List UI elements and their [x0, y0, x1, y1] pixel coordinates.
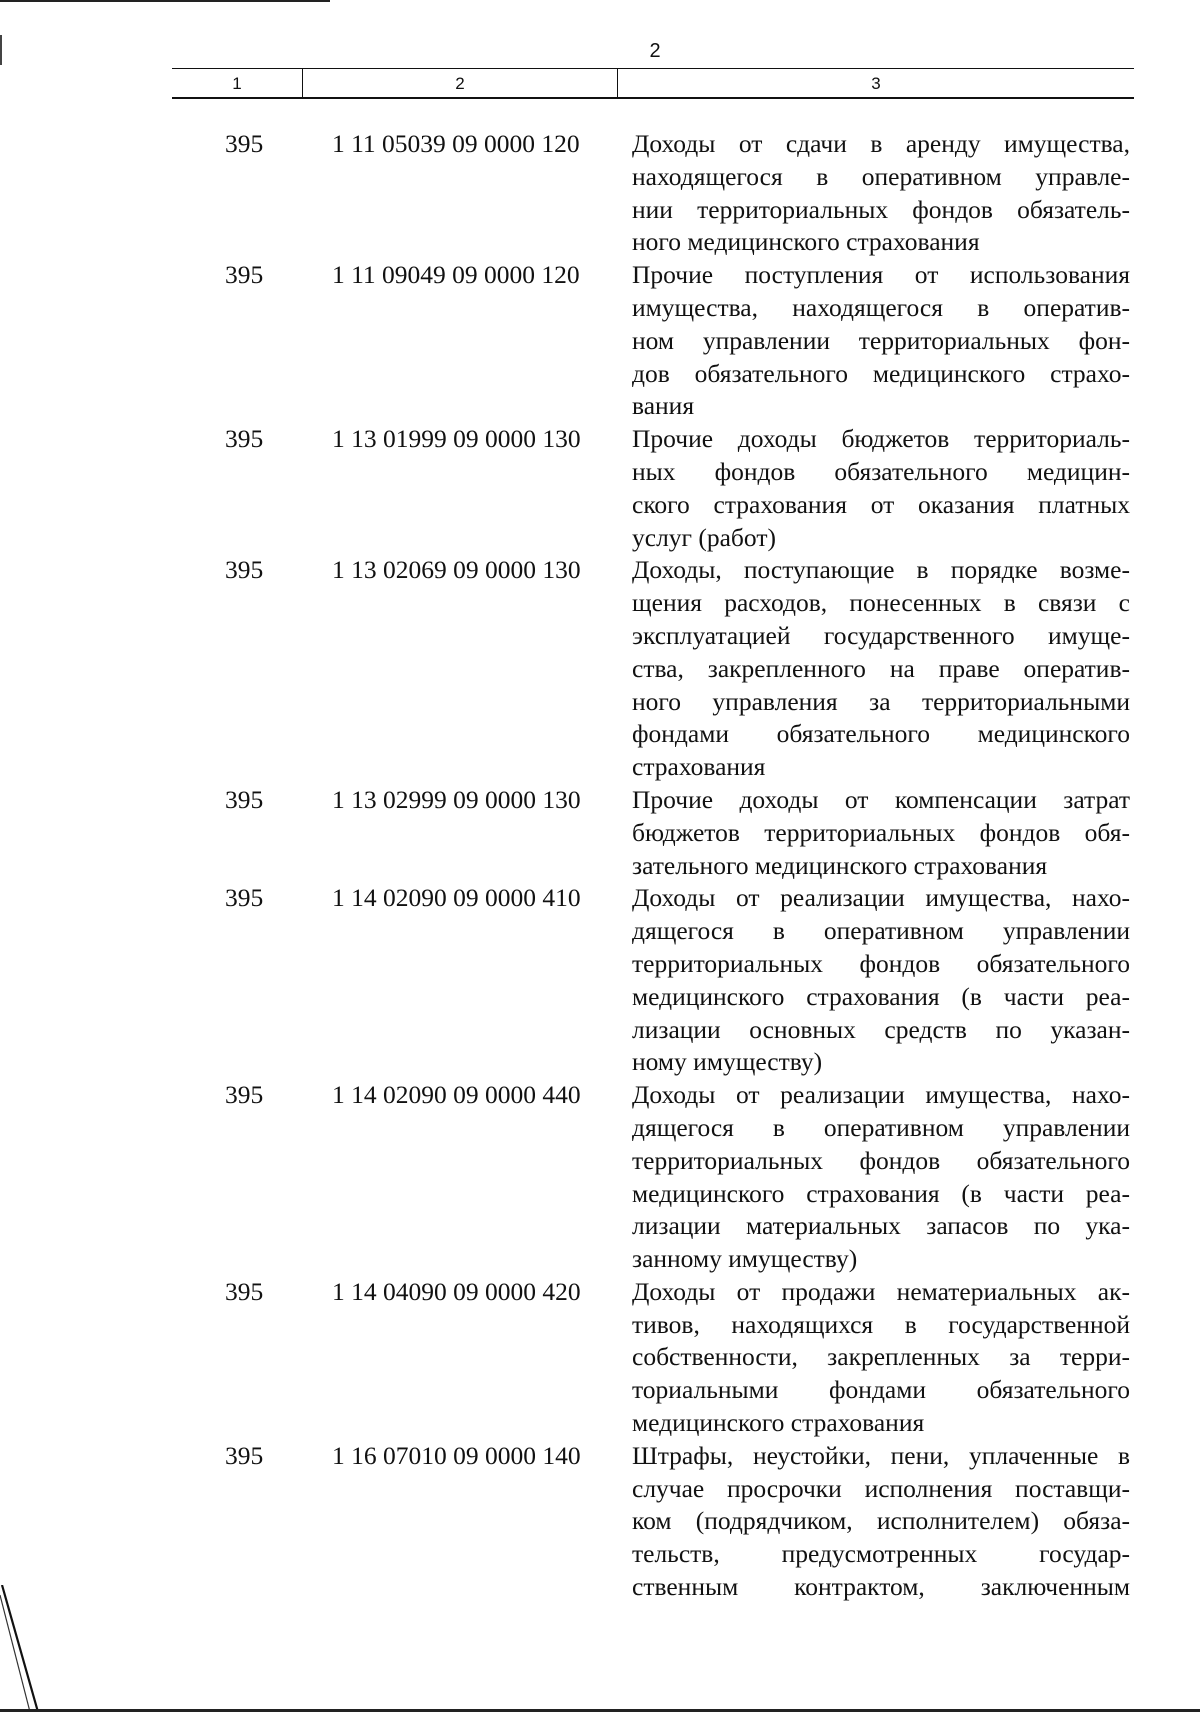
- scan-top-edge: [0, 0, 330, 2]
- admin-code: 395: [225, 784, 264, 814]
- table-row: [200, 882, 1140, 1079]
- scan-corner-fold: [0, 1585, 40, 1712]
- budget-classification-code: 1 14 04090 09 0000 420: [332, 1276, 581, 1306]
- budget-classification-code: 1 14 02090 09 0000 440: [332, 1080, 581, 1110]
- description-line: занному имуществу): [632, 1244, 858, 1274]
- header-col-3: 3: [871, 74, 881, 93]
- description-line: ном управлении территориальных фон-: [632, 325, 1130, 355]
- description-line: зательного медицинского страхования: [632, 850, 1048, 880]
- description-line: ского страхования от оказания платных: [632, 489, 1130, 519]
- description-line: страхования: [632, 752, 766, 782]
- admin-code: 395: [225, 555, 264, 585]
- description-line: вания: [632, 391, 695, 421]
- description-line: тивов, находящихся в государственной: [632, 1309, 1130, 1339]
- budget-classification-code: 1 13 02999 09 0000 130: [332, 784, 581, 814]
- description-line: фондами обязательного медицинского: [632, 719, 1130, 749]
- admin-code: 395: [225, 129, 264, 158]
- header-col-1: 1: [232, 74, 242, 93]
- table-row: [200, 554, 1140, 784]
- description-line: Прочие поступления от использования: [632, 260, 1130, 290]
- description-line: дов обязательного медицинского страхо-: [632, 358, 1130, 388]
- description-line: услуг (работ): [632, 522, 776, 552]
- description-line: ному имуществу): [632, 1047, 823, 1077]
- description-line: Прочие доходы бюджетов территориаль-: [632, 424, 1130, 454]
- admin-code: 395: [225, 1440, 264, 1470]
- description-line: лизации основных средств по указан-: [632, 1014, 1130, 1044]
- income-description: [632, 554, 1130, 784]
- income-description: [632, 128, 1130, 259]
- income-description: [632, 784, 1130, 882]
- income-description: [632, 882, 1130, 1079]
- admin-code: 395: [225, 1080, 264, 1110]
- description-line: ного медицинского страхования: [632, 227, 980, 257]
- table-row: [200, 128, 1140, 259]
- description-line: случае просрочки исполнения поставщи-: [632, 1473, 1130, 1503]
- description-line: бюджетов территориальных фондов обя-: [632, 817, 1130, 847]
- table-row: [200, 1276, 1140, 1440]
- description-line: Прочие доходы от компенсации затрат: [632, 784, 1130, 814]
- description-line: медицинского страхования: [632, 1408, 925, 1438]
- income-description: [632, 423, 1130, 554]
- table-row: [200, 1079, 1140, 1276]
- description-line: Доходы от реализации имущества, нахо-: [632, 1080, 1130, 1110]
- description-line: дящегося в оперативном управлении: [632, 1112, 1130, 1142]
- admin-code: 395: [225, 260, 264, 290]
- admin-code: 395: [225, 424, 264, 454]
- description-line: лизации материальных запасов по ука-: [632, 1211, 1130, 1241]
- page-number: 2: [649, 40, 661, 62]
- description-line: эксплуатацией государственного имуще-: [632, 620, 1130, 650]
- description-line: ного управления за территориальными: [632, 686, 1130, 716]
- description-line: Доходы от продажи нематериальных ак-: [632, 1276, 1130, 1306]
- income-description: [632, 259, 1130, 423]
- description-line: собственности, закрепленных за терри-: [632, 1342, 1130, 1372]
- description-line: имущества, находящегося в оператив-: [632, 292, 1130, 322]
- scan-left-edge: [0, 35, 2, 65]
- description-line: Доходы от реализации имущества, нахо-: [632, 883, 1130, 913]
- income-description: [632, 1079, 1130, 1276]
- description-line: находящегося в оперативном управле-: [632, 161, 1130, 191]
- description-line: Доходы, поступающие в порядке возме-: [632, 555, 1130, 585]
- budget-classification-code: 1 13 02069 09 0000 130: [332, 555, 581, 585]
- description-line: ных фондов обязательного медицин-: [632, 456, 1130, 486]
- table-row: [200, 1440, 1140, 1604]
- table-row: [200, 259, 1140, 423]
- description-line: территориальных фондов обязательного: [632, 948, 1130, 978]
- header-col-2: 2: [302, 69, 618, 97]
- table-row: [200, 784, 1140, 882]
- description-line: медицинского страхования (в части реа-: [632, 981, 1130, 1011]
- description-line: медицинского страхования (в части реа-: [632, 1178, 1130, 1208]
- description-line: ком (подрядчиком, исполнителем) обяза-: [632, 1506, 1130, 1536]
- description-line: щения расходов, понесенных в связи с: [632, 588, 1130, 618]
- table-header: [172, 68, 1134, 99]
- description-line: территориальных фондов обязательного: [632, 1145, 1130, 1175]
- description-line: ториальными фондами обязательного: [632, 1375, 1130, 1405]
- income-description: [632, 1440, 1130, 1604]
- budget-classification-code: 1 11 09049 09 0000 120: [332, 260, 580, 290]
- income-description: [632, 1276, 1130, 1440]
- description-line: тельств, предусмотренных государ-: [632, 1539, 1130, 1569]
- description-line: Штрафы, неустойки, пени, уплаченные в: [632, 1440, 1130, 1470]
- budget-classification-code: 1 13 01999 09 0000 130: [332, 424, 581, 454]
- table-row: [200, 423, 1140, 554]
- description-line: нии территориальных фондов обязатель-: [632, 194, 1130, 224]
- budget-classification-code: 1 11 05039 09 0000 120: [332, 129, 580, 158]
- admin-code: 395: [225, 883, 264, 913]
- budget-classification-code: 1 14 02090 09 0000 410: [332, 883, 581, 913]
- description-line: ства, закрепленного на праве оператив-: [632, 653, 1130, 683]
- description-line: ственным контрактом, заключенным: [632, 1572, 1130, 1602]
- budget-classification-code: 1 16 07010 09 0000 140: [332, 1440, 581, 1470]
- description-line: Доходы от сдачи в аренду имущества,: [632, 129, 1130, 158]
- description-line: дящегося в оперативном управлении: [632, 916, 1130, 946]
- table-body: [200, 128, 1140, 1604]
- admin-code: 395: [225, 1276, 264, 1306]
